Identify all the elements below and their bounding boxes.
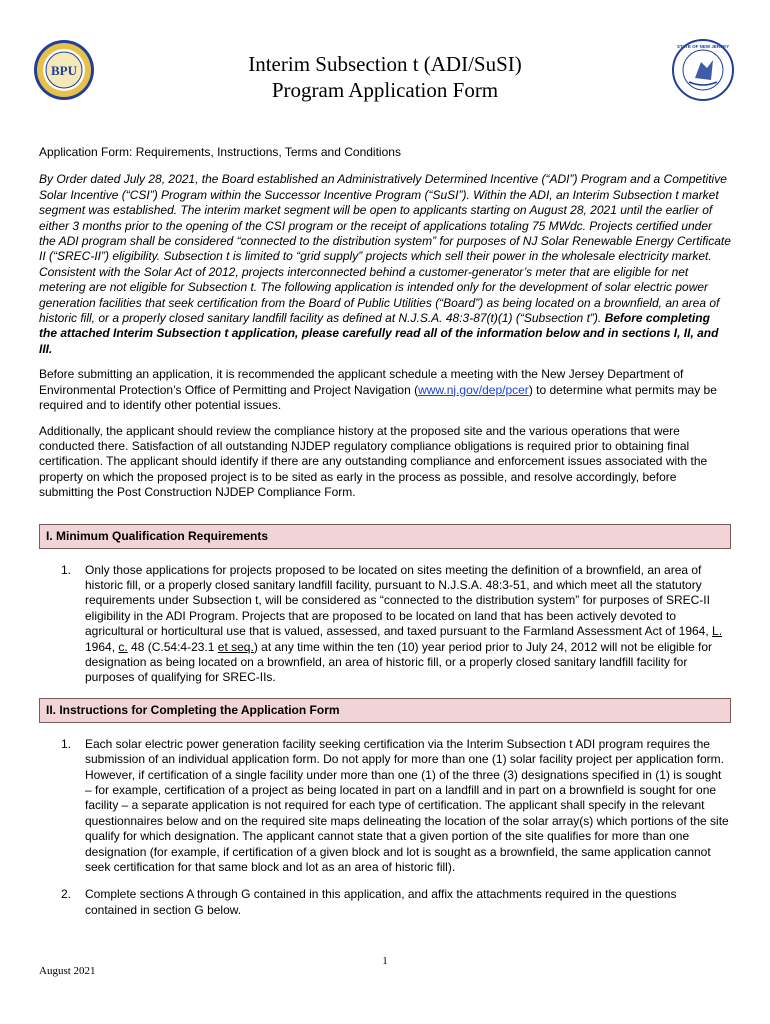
list-item bbox=[39, 887, 731, 918]
intro-heading: Application Form: Requirements, Instructions, Terms and Conditions bbox=[39, 145, 401, 159]
list-item-underline-1: L. bbox=[712, 624, 723, 639]
intro-paragraph-2-before: Before submitting an application, it is recommended the applicant schedule a meeting with the New Jersey Department of Environmental Protection’s Office of Permitting and Project Navigation ( bbox=[39, 367, 684, 397]
bpu-seal-logo bbox=[32, 38, 96, 102]
list-item-text: Complete sections A through G contained in this application, and affix the attachments required in the questions contained in section G below. bbox=[85, 887, 677, 917]
section-1-list bbox=[39, 563, 731, 686]
list-item-text-b: 1964, bbox=[85, 639, 119, 654]
section-2-list bbox=[39, 737, 731, 918]
intro-paragraph-1 bbox=[39, 172, 731, 357]
intro-paragraph-2 bbox=[39, 367, 731, 413]
list-item-text-a: Only those applications for projects proposed to be located on sites meeting the definition of a brownfield, an area of historic fill, or a properly closed sanitary landfill facility, pursuant to N.J.S.A. 48:3-51, and which meet all the statutory requirements under Subsection t, will be considered as “connected to the distribution system” for purposes of SREC-II eligibility in the ADI Program. Projects that are proposed to be located on land that has been actively devoted to agricultural or horticultural use that is valued, assessed, and taxed pursuant to the Farmland Assessment Act of 1964, bbox=[85, 562, 713, 639]
list-item bbox=[39, 563, 731, 686]
intro-paragraph-1-bold: Before completing the attached Interim Subsection t application, please carefully read all of the information below and in sections I, II, and III. bbox=[39, 311, 719, 356]
section-2-heading: II. Instructions for Completing the Application Form bbox=[39, 698, 731, 723]
intro-paragraph-2-after: ) to determine what permits may be required and to identify other potential issues. bbox=[39, 382, 717, 413]
list-item bbox=[39, 737, 731, 876]
list-item-number: 1. bbox=[61, 562, 72, 577]
intro-paragraph-1-text: By Order dated July 28, 2021, the Board established an Administratively Determined Incentive (“ADI”) Program and a Competitive Solar Incentive (“CSI”) Program within the Successor Incentive Program (“SuSI”). Within the ADI, an Interim Subsection t market segment was established. The interim market segment will be open to applicants starting on August 28, 2021 until the earlier of either 3 months prior to the opening of the CSI program or the receipt of applications totaling 75 MWdc. Projects certified under the ADI program shall be considered “connected to the distribution system” for purposes of NJ Solar Renewable Energy Certificate II (“SREC-II”) eligibility. Subsection t is limited to “grid supply” projects which sell their power in the wholesale electricity market. Consistent with the Solar Act of 2012, projects interconnected behind a customer-generator’s meter that are eligible for net metering are not eligible for Subsection t. The following application is intended only for the development of solar electric power generation facilities that seek certification from the Board of Public Utilities (“Board”) as being located on a brownfield, an area of historic fill, or a properly closed sanitary landfill facility as defined at N.J.S.A. 48:3-87(t)(1) (“Subsection t”). bbox=[39, 172, 731, 326]
dep-pcer-link[interactable]: www.nj.gov/dep/pcer bbox=[418, 382, 529, 397]
list-item-number: 2. bbox=[61, 887, 72, 902]
list-item-text-c: 48 (C.54:4-23.1 bbox=[127, 639, 218, 654]
page-number: 1 bbox=[382, 955, 388, 967]
list-item-underline-3: et seq. bbox=[217, 639, 254, 654]
title-line-2: Program Application Form bbox=[271, 78, 499, 102]
state-seal-text: STATE OF NEW JERSEY bbox=[676, 44, 730, 49]
list-item-number: 1. bbox=[61, 736, 72, 751]
document-body bbox=[39, 145, 731, 930]
section-1-heading: I. Minimum Qualification Requirements bbox=[39, 524, 731, 549]
title-line-1: Interim Subsection t (ADI/SuSI) bbox=[248, 52, 522, 76]
state-seal-logo bbox=[671, 38, 735, 102]
list-item-text-d: ) at any time within the ten (10) year period prior to July 24, 2012 will not be eligible for designation as being located on a brownfield, an area of historic fill, or a properly closed sanitary landfill facility for purposes of qualifying for SREC-IIs. bbox=[85, 639, 713, 685]
list-item-underline-2: c. bbox=[118, 639, 128, 654]
bpu-logo-text: BPU bbox=[51, 63, 77, 78]
intro-paragraph-3: Additionally, the applicant should review the compliance history at the proposed site and the various operations that were conducted there. Satisfaction of all outstanding NJDEP regulatory compliance obligations is required prior to obtaining final certification. The applicant should identify if there are any outstanding compliance and enforcement issues associated with the property on which the proposed project is to be sited as early in the process as possible, and resolve accordingly, before submitting the Post Construction NJDEP Compliance Form. bbox=[39, 423, 708, 500]
list-item-text: Each solar electric power generation facility seeking certification via the Interim Subsection t ADI program requires the submission of an individual application form. Do not apply for more than one (1) solar facility project per application form. However, if certification of a single facility under more than one (1) of the three (3) designations specified in (1) is sought – for example, certification of a project as being located in part on a landfill and in part on a brownfield is sought for one facility – a separate application is not required for each type of certification. The applicant shall specify in the relevant questionnaires below and on the required site maps delineating the location of the solar array(s) which portions of the site qualify for which designation. The applicant cannot state that a given portion of the site qualifies for more than one designation (for example, if certification of a given block and lot is sought as a brownfield, the same application cannot seek certification for that same block and lot as an area of historic fill). bbox=[85, 736, 729, 875]
footer-date: August 2021 bbox=[39, 965, 96, 977]
page-title bbox=[110, 51, 660, 103]
